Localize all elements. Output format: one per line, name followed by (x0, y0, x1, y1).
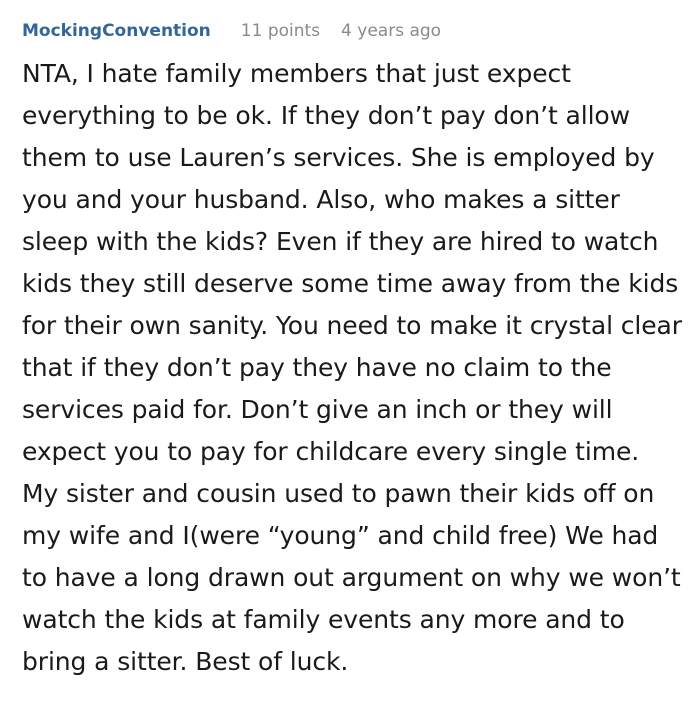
comment-timestamp: 4 years ago (341, 21, 442, 41)
comment-points: 11 points (240, 21, 321, 41)
comment-username[interactable]: MockingConvention (22, 21, 211, 41)
comment-meta (22, 16, 700, 46)
comment-body: NTA, I hate family members that just expect everything to be ok. If they don’t pay don’t allow them to use Lauren’s services. She is employed by you and your husband. Also, who makes a sitter sleep with the kids? Even if they are hired to watch kids they still deserve some time away from the kids for their own sanity. You need to make it crystal clear that if they don’t pay they have no claim to the services paid for. Don’t give an inch or they will expect you to pay for childcare every single time. My sister and cousin used to pawn their kids off on my wife and I(were “young” and child free) We had to have a long drawn out argument on why we won’t watch the kids at family events any more and to bring a sitter. Best of luck. (22, 59, 682, 676)
